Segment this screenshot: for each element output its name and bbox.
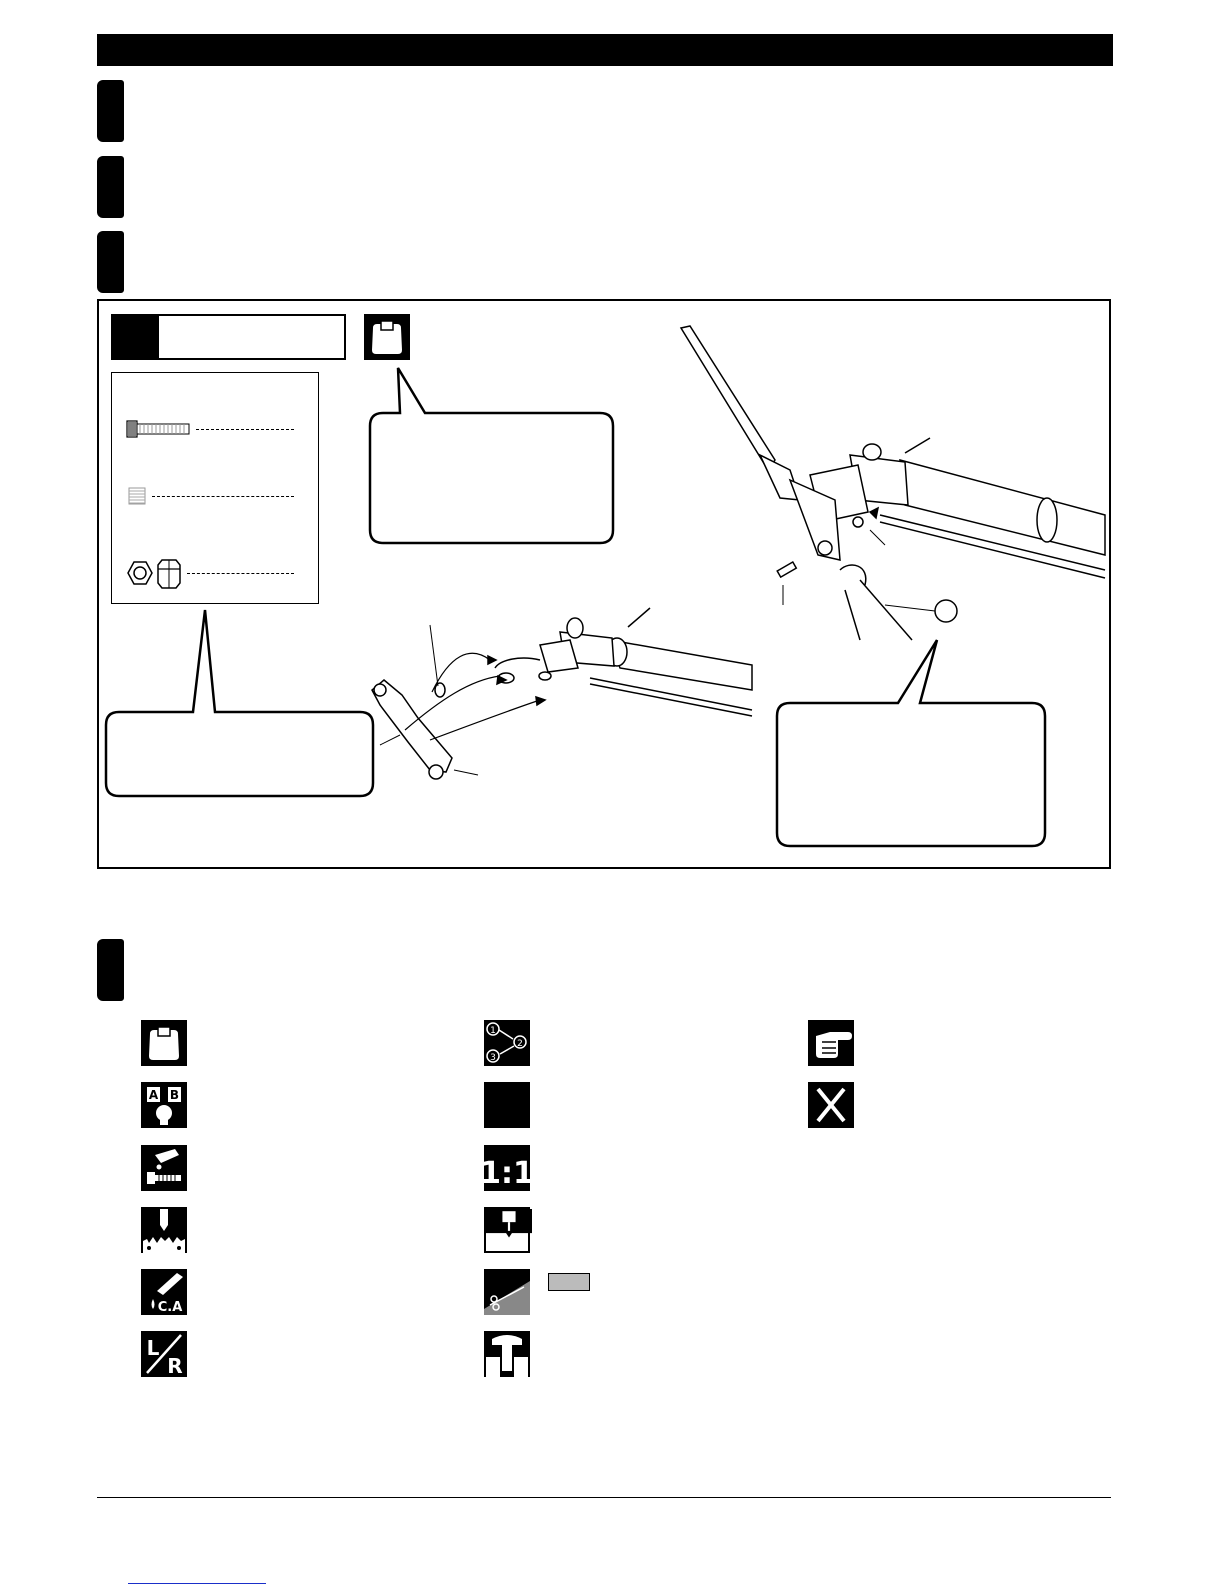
bag-icon [141, 1020, 187, 1066]
blank-icon [484, 1082, 530, 1128]
x-mark-icon [808, 1082, 854, 1128]
bubble-top [370, 368, 613, 543]
svg-text:1:1: 1:1 [480, 1156, 534, 1191]
svg-text:C.A: C.A [157, 1300, 183, 1315]
svg-text:L: L [146, 1336, 160, 1360]
ca-glue-icon [141, 1269, 187, 1315]
pointing-hand-icon [808, 1020, 854, 1066]
svg-text:B: B [169, 1088, 180, 1102]
callout-circle [935, 600, 957, 622]
ab-symmetric-icon [141, 1082, 187, 1128]
ratio-one-to-one-icon [480, 1145, 534, 1191]
threadlock-icon [141, 1145, 187, 1191]
footer-rule [97, 1497, 1111, 1498]
svg-text:3: 3 [490, 1053, 496, 1063]
sequence-icon [484, 1020, 530, 1066]
bubble-left [106, 610, 373, 796]
svg-text:A: A [148, 1088, 159, 1102]
exploded-assembly [372, 608, 752, 779]
cut-icon [484, 1269, 530, 1315]
svg-text:1: 1 [490, 1026, 496, 1036]
svg-text:R: R [167, 1354, 183, 1378]
installed-assembly [681, 326, 1105, 640]
drill-icon [484, 1207, 530, 1253]
footer-link-underline[interactable] [128, 1583, 266, 1584]
left-right-icon [141, 1331, 187, 1377]
screw-depth-icon [484, 1331, 530, 1377]
legend-swatch [548, 1273, 590, 1291]
grease-gear-icon [141, 1207, 187, 1253]
bubble-right [777, 640, 1045, 846]
svg-text:2: 2 [517, 1039, 523, 1049]
